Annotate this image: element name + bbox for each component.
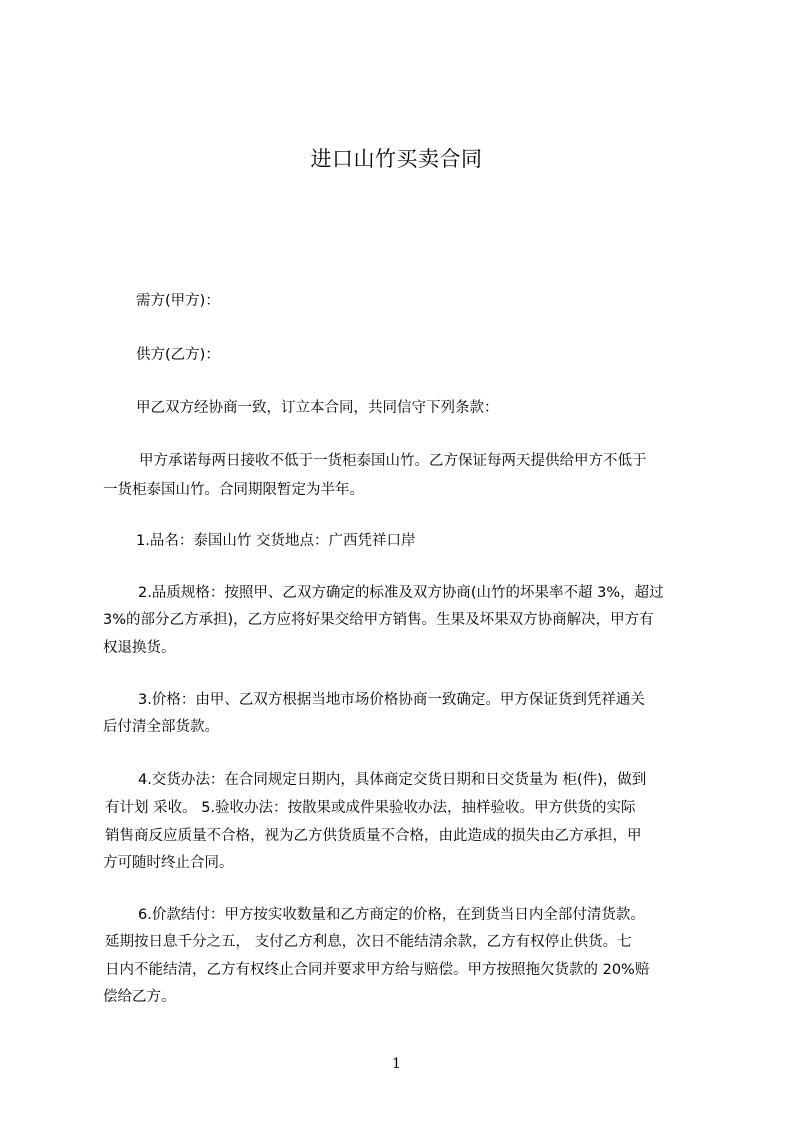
clause-3-line-2: 后付清全部货款。 [103, 719, 219, 735]
clause-6-line-1: 6.价款结付：甲方按实收数量和乙方商定的价格，在到货当日内全部付清货款。 [138, 907, 645, 923]
clause-1: 1.品名：泰国山竹 交货地点：广西凭祥口岸 [136, 533, 416, 549]
clause-3-line-1: 3.价格：由甲、乙双方根据当地市场价格协商一致确定。甲方保证货到凭祥通关 [138, 692, 645, 708]
contract-intro: 甲乙双方经协商一致，订立本合同，共同信守下列条款： [136, 400, 499, 416]
contract-title: 进口山竹买卖合同 [310, 147, 483, 171]
clause-2-line-2: 3%的部分乙方承担)，乙方应将好果交给甲方销售。生果及坏果双方协商解决，甲方有 [103, 612, 654, 628]
clause-4-line-1: 4.交货办法：在合同规定日期内，具体商定交货日期和日交货量为 柜(件)，做到 [138, 772, 647, 788]
commitment-line-1: 甲方承诺每两日接收不低于一货柜泰国山竹。乙方保证每两天提供给甲方不低于 [139, 453, 647, 469]
clause-4-line-2: 有计划 采收。 5.验收办法：按散果或成件果验收办法，抽样验收。甲方供货的实际 [105, 800, 636, 816]
clause-4-line-4: 方可随时终止合同。 [103, 855, 234, 871]
clause-2-line-3: 权退换货。 [103, 640, 176, 656]
commitment-line-2: 一货柜泰国山竹。合同期限暂定为半年。 [103, 482, 364, 498]
clause-2-line-1: 2.品质规格：按照甲、乙双方确定的标准及双方协商(山竹的坏果率不超 3%，超过 [138, 585, 664, 601]
clause-6-line-4: 偿给乙方。 [103, 989, 176, 1005]
clause-4-line-3: 销售商反应质量不合格，视为乙方供货质量不合格，由此造成的损失由乙方承担，甲 [105, 828, 642, 844]
clause-6-line-3: 日内不能结清，乙方有权终止合同并要求甲方给与赔偿。甲方按照拖欠货款的 20%赔 [105, 962, 650, 978]
party-b-label: 供方(乙方)： [136, 347, 220, 363]
clause-6-line-2: 延期按日息千分之五， 支付乙方利息，次日不能结清余款，乙方有权停止供货。七 [105, 934, 632, 950]
party-a-label: 需方(甲方)： [136, 293, 220, 309]
page-number: 1 [392, 1056, 401, 1072]
